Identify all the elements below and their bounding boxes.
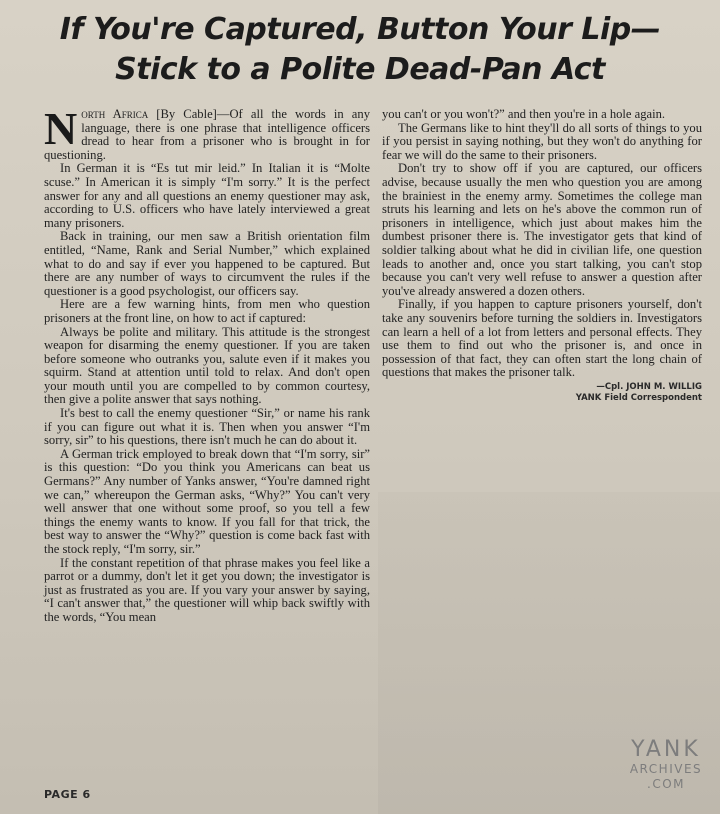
headline-line-1: If You're Captured, Button Your Lip— [59,12,661,47]
headline-line-2: Stick to a Polite Dead-Pan Act [115,52,605,87]
article-paragraph: The Germans like to hint they'll do all sorts of things to you if you persist in saying nothing, but they won't do anything for fear we will do the same to their prisoners. [382,120,702,162]
article-paragraph: Here are a few warning hints, from men who question prisoners at the front line, on how to act if captured: [44,297,370,325]
page-number: PAGE 6 [44,788,91,801]
drop-cap: N [44,103,78,154]
dateline: orth Africa [81,107,149,121]
lead-text: [By Cable]—Of all the words in any language, there is one phrase that intelligence officers dread to hear from a prisoner who is brought in for questioning. [44,107,370,162]
byline-title: YANK Field Correspondent [575,392,702,403]
byline [382,382,702,404]
article-paragraph: It's best to call the enemy questioner “Sir,” or name his rank if you can figure out what it is. Then when you answer “I'm sorry, sir” to his questions, there isn't much he can do about it. [44,406,370,448]
article-paragraph: Don't try to show off if you are captured, our officers advise, because usually the men who question you are among the brainiest in the enemy army. Sometimes the college man struts his learning and lets on he's above the common run of prisoners in intelligence, which just about makes him the dumbest prisoner there is. The investigator gets that kind of soldier talking about what he did in civilian life, one question leads to another and, once you start talking, you can't stop because you can't very well refuse to answer a question after you've already answered a dozen others. [382,161,702,298]
article-paragraph: Finally, if you happen to capture prisoners yourself, don't take any souvenirs before turning the soldiers in. Investigators can learn a hell of a lot from letters and personal effects. They use them to find out who the prisoner is, and once in possession of that fact, they can often start the long chain of questions that makes the prisoner talk. [382,297,702,380]
watermark-line-3: .COM [647,777,685,791]
watermark-line-1: YANK [631,737,701,762]
article-column-left [44,103,370,625]
article-paragraph: Back in training, our men saw a British orientation film entitled, “Name, Rank and Serial Number,” which explained what to do and say if ever you happened to be captured. But there are any number of ways to circumvent the rules if the questioner is a good psychologist, our officers say. [44,229,370,298]
lead-paragraph [44,103,370,162]
headline [20,10,700,90]
byline-name: —Cpl. JOHN M. WILLIG [596,381,702,392]
article-paragraph: If the constant repetition of that phrase makes you feel like a parrot or a dummy, don't let it get you down; the investigator is just as frustrated as you are. If you vary your answer by saying, “I can't answer that,” the questioner will whip back swiftly with the words, “You mean [44,555,370,624]
watermark-line-2: ARCHIVES [629,762,703,776]
article-paragraph: you can't or you won't?” and then you're in a hole again. [382,107,666,121]
watermark [612,738,720,792]
article-paragraph: In German it is “Es tut mir leid.” In Italian it is “Molte scuse.” In American it is simply “I'm sorry.” It is the perfect answer for any and all questions an enemy questioner may ask, according to U.S. officers who have lately interviewed a great many prisoners. [44,161,370,230]
article-paragraph: Always be polite and military. This attitude is the strongest weapon for disarming the enemy questioner. If you are taken before someone who outranks you, salute even if it makes you squirm. Stand at attention until told to relax. And don't open your mouth until you are compelled to by common courtesy, then give a polite answer that says nothing. [44,324,370,407]
article-column-right [382,108,702,404]
article-paragraph: A German trick employed to break down that “I'm sorry, sir” is this question: “Do you think you Americans can beat us Germans?” Any number of Yanks answer, “You're damned right we can,” whereupon the German asks, “Why?” You can't very well answer that one without some proof, so you tell a few things the enemy wants to know. If you fall for that trick, the best way to answer the “Why?” question is come back fast with the stock reply, “I'm sorry, sir.” [44,446,370,556]
